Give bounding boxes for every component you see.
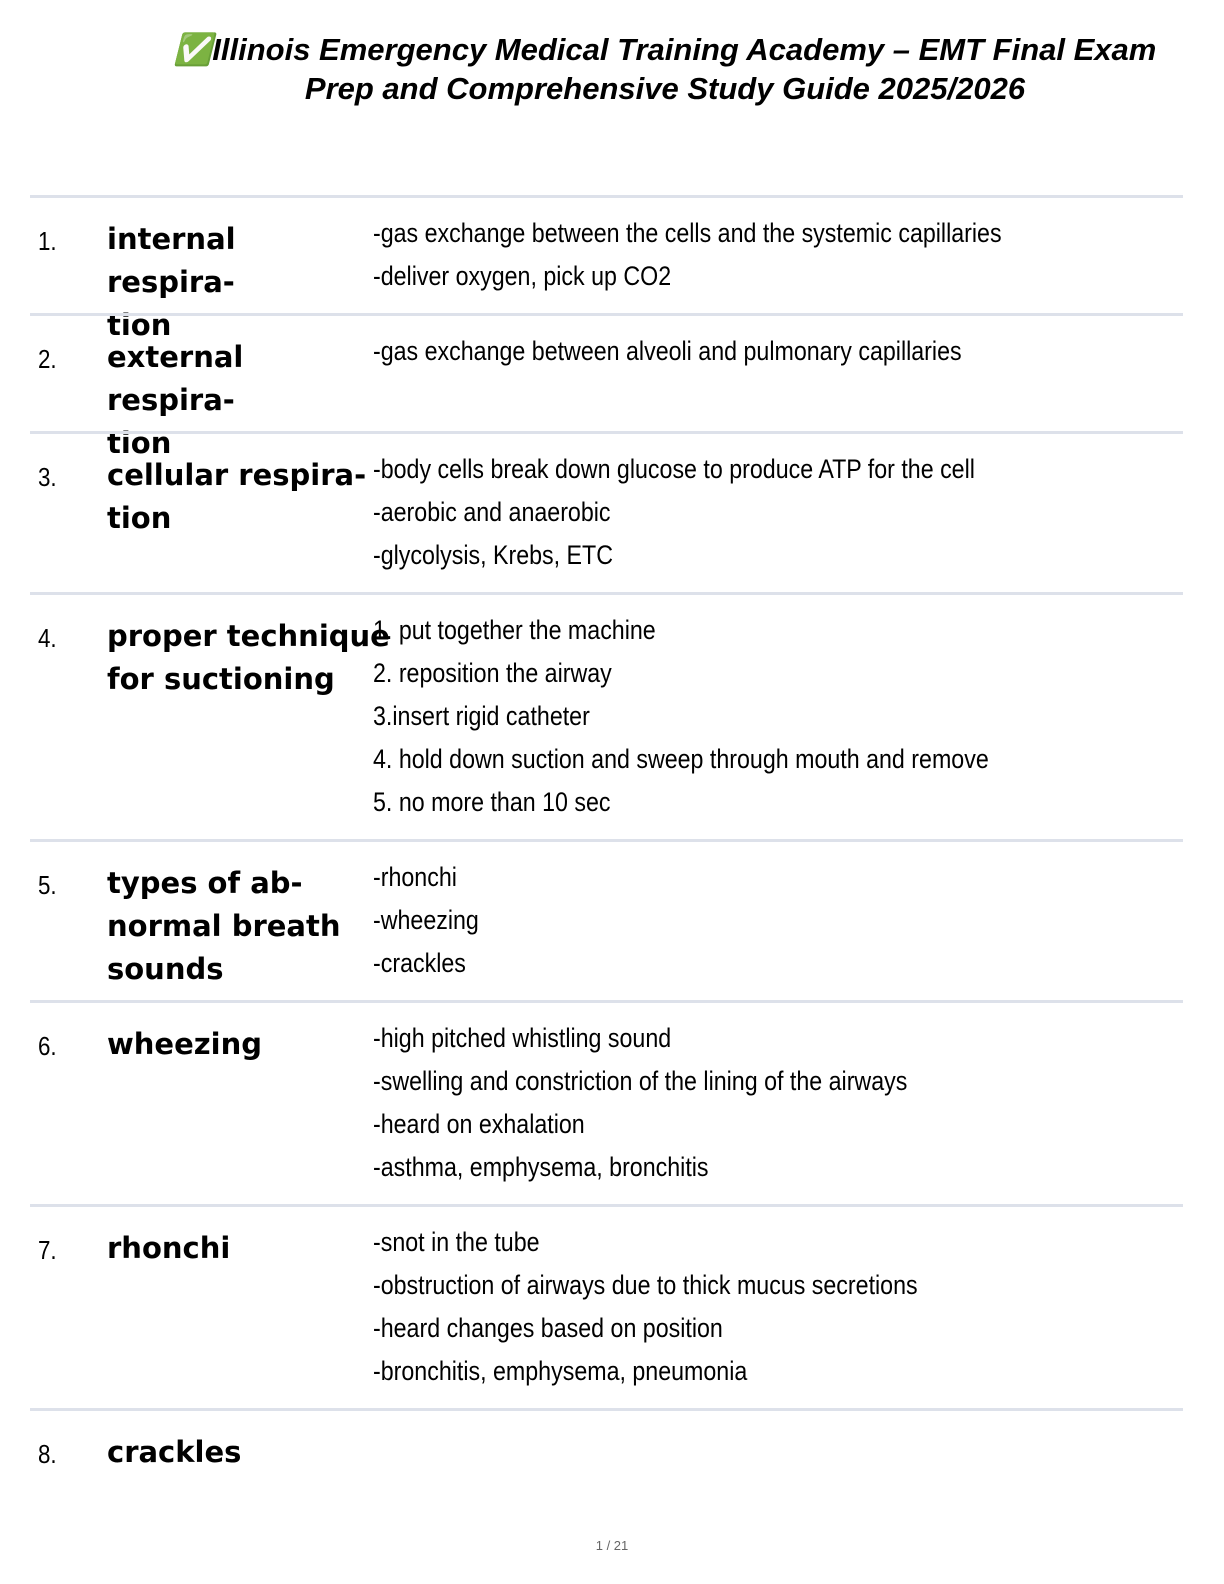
card-number: 3.: [38, 462, 57, 492]
card-term: rhonchi: [107, 1231, 231, 1265]
title-line-1: ✅Illinois Emergency Medical Training Academy – EMT Final Exam: [173, 32, 1157, 67]
page-number: 1 / 21: [595, 1538, 629, 1553]
flashcard: [30, 592, 1183, 839]
card-number: 7.: [38, 1235, 57, 1265]
flashcard: [30, 431, 1183, 592]
card-term: external respira- tion: [107, 340, 244, 460]
card-term: types of ab- normal breath sounds: [107, 866, 341, 986]
flashcard: [30, 313, 1183, 460]
card-number: 1.: [38, 226, 57, 256]
card-number: 4.: [38, 623, 57, 653]
flashcard: [30, 1000, 1183, 1204]
card-number: 5.: [38, 870, 57, 900]
card-definition: -body cells break down glucose to produce ATP for the cell -aerobic and anaerobic -glycolysis, Krebs, ETC: [373, 454, 975, 570]
card-definition: -high pitched whistling sound -swelling and constriction of the lining of the airways -heard on exhalation -asthma, emphysema, bronchitis: [373, 1023, 908, 1182]
card-term: proper technique for suctioning: [107, 619, 390, 696]
card-number: 2.: [38, 344, 57, 374]
page-title: [120, 30, 1210, 108]
card-definition: -gas exchange between the cells and the systemic capillaries -deliver oxygen, pick up CO2: [373, 218, 1002, 291]
title-line-2: Prep and Comprehensive Study Guide 2025/2026: [304, 71, 1026, 106]
card-term: crackles: [107, 1435, 242, 1469]
card-definition: 1. put together the machine 2. reposition the airway 3.insert rigid catheter 4. hold down suction and sweep through mouth and remove 5. no more than 10 sec: [373, 615, 989, 817]
card-definition: -snot in the tube -obstruction of airways due to thick mucus secretions -heard changes based on position -bronchitis, emphysema, pneumonia: [373, 1227, 918, 1386]
card-definition: -rhonchi -wheezing -crackles: [373, 862, 479, 978]
card-definition: -gas exchange between alveoli and pulmonary capillaries: [373, 336, 962, 366]
card-number: 8.: [38, 1439, 57, 1469]
flashcard: [30, 1204, 1183, 1408]
card-number: 6.: [38, 1031, 57, 1061]
flashcard: [30, 195, 1183, 342]
flashcard: [30, 1408, 1183, 1491]
card-term: cellular respira- tion: [107, 458, 367, 535]
flashcard-list: [30, 195, 1183, 1491]
flashcard: [30, 839, 1183, 1000]
card-term: wheezing: [107, 1027, 262, 1061]
card-term: internal respira- tion: [107, 222, 236, 342]
